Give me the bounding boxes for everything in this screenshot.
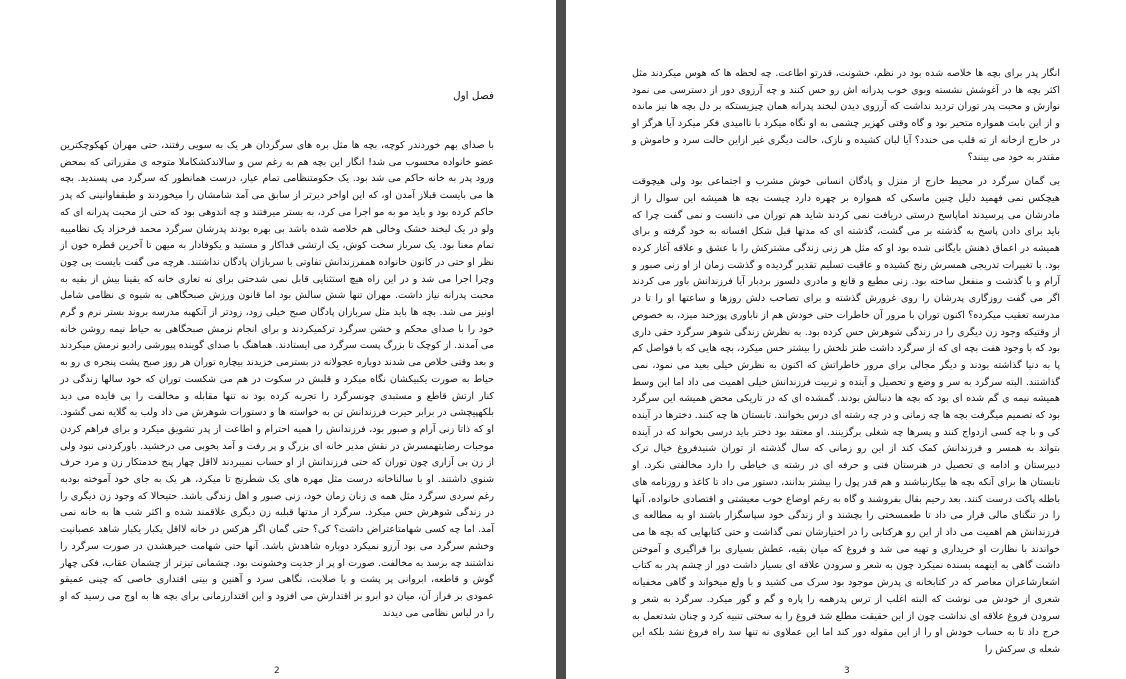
left-page-body	[60, 138, 494, 630]
left-page	[0, 0, 556, 679]
paragraph: انگار پدر برای بچه ها خلاصه شده بود در نظم، خشونت، قدرتو اطاعت. چه لحظه ها که هوس میکردند مثل اکثر بچه ها در آغوشش نشسته وبوی خوب پدرانه اش رو حس کنند و چه آرزوی دور از دسترسی می نمود نوازش و محبت پدر توران تردید نداشت که آرزوی دیدن لبخند پدرانه همان چیزیستکه بر دل بچه ها نیز مانده و از این بابت همواره متحیر بود و گاه وقتی کهزیر چشمی به او نگاه میکرد با ناامیدی فکر میکرد آیا هرگز او در خارج ازخانه از ته قلب می خندد؟ آیا لبان کشیده و نازک، حالت دیگری غیر ازاین حالت سرد و خاموش و مقتدر به خود می بینند؟	[632, 68, 1060, 163]
right-page-body	[632, 66, 1060, 667]
paragraph: با صدای بهم خوردندر کوچه، بچه ها مثل بره های سرگردان هر یک به سویی رفتند، حتی مهران کهکوچکترین عضو خانواده محسوب می شد! انگار این بچه هم به رغم سن و سالاندکشکاملا متوجه ی مقرراتی که بمحض ورود پدر به خانه حاکم می شد بود. یک حکومتنظامی تمام عیار، درست همانطور که سرگرد می پسندید. بچه ها می بایست قبلاز آمدن او، که این اواخر دیرتر از سابق می آمد شامشان را میخوردند و طبقفاوانینی که پدر حاکم کرده بود و باید مو به مو اجرا می کرد، به بستر میرفتند و چه اندوهی بود که حتی از محبت پدرانه ای که ولو در یک لبخند خشک وخالی هم خلاصه شده باشد بی بهره بودند پدرشان سرگرد محمد فرخزاد یک نظامیبه تمام معنا بود. یک سرباز سخت کوش، یک ارتشی فداکار و مستبد و یکوفادار به میهن تا آخرین قطره خون از نظر او حتی در کانون خانواده همفرزندانش تفاوتی با سربازان پادگان نداشتند. هرچه می گفت بایست بی چون وچرا اجرا می شد و در این راه هیچ استثنایی قابل نمی شدحتی برای نه تعاری خانه که یقینا بیش از بقیه به محبت پدرانه نیاز داشت. مهران تنها شش سالش بود اما قانون ورزش صبحگاهی به شیوه ی نظامی شامل اونیز می شد. بچه ها باید مثل سربازان پادگان صبح خیلی زود، زودتر از آنکهبه مدرسه بروند بستر نرم و گرم خود را با صدای محکم و خشن سرگرد ترکمیکردند و برای انجام نرمش صبحگاهی به حیاط نیمه روشن خانه می آمدند. از کوچک تا بزرگ پست سرگرد می ایستادند. هماهنگ با صدای گوینده پیورشی رادیو نرمش میکردند و بعد وقتی خلاص می شدند دوباره عجولانه در بسترمی خزیدند بیچاره توران هر روز صبح پشت پنجره ی رو به حیاط به صورت یکبیکشان نگاه میکرد و قلبش در سکوت در هم می شکست توران که خود سالها زندگی در کنار ارتش قاطع و مستبدی چونسرگرد را تجربه کرده بود نه تنها مقابله و مخالفت را بی فایده می دید بلکهپیچشی در برابر حیرت فرزندانش تن به خواسته ها و دستورات شوهرش می داد ولب به گلایه نمی گشود. او که ذاتا زنی آرام و صبور بود، فرزندانش را همیه احترام و اطاعت از پدر تشویق میکرد و برای فراهم کردن موجبات رضایتهمسرش در نقش مدیر خانه ای بزرگ و پر رفت و آمد بخوبی می درخشید. باورکردنی نبود ولی از زن بی آزاری چون توران که حتی فرزندانش از او حساب نمیبردند لااقل چهار پنج خدمتکار زن و مرد حرف شنوی داشتند. او با سالناخانه درست مثل مهره های یک شطرنج تا میکرد، هر یک به جای خود آموخته بودبه رغم سردی سرگرد مثل همه ی زنان زمان خود، زنی صبور و اهل زندگی باشد. حتیحالا که وجود زن دیگری را در زندگی شوهرش حس میکرد. سرگرد از مدتها قبلبه زن دیگری علاقمند شده و اکثر شب ها به خانه نمی آمد. اما چه کسی شهامتاعتراض داشت؟ کی؟ حتی گمان اگر هرکس در خانه لااقل یکبار یکبار شاهد عصبانیت وخشم سرگرد می بود آرزو نمیکرد دوباره شاهدش باشد. آنها حتی شهامت خیرهشدن در صورت سرگرد را نداشتند چه برسد به مخالفت. صورت او پر از جدیت وخشونت بود. چشمانی تیزتر از چشمان عقاب، فکی چهار گوش و قاطعه، ابروانی پر پشت و با صلابت، نگاهی سرد و آهنین و بینی اقتداری خاصی که چینی عمیقو عمودی بر فراز آن، میان دو ابرو بر اقتدارش می افزود و این اقتدارزمانی برای بچه ها به اوج می رسید که او را در لباس نظامی می دیدند	[60, 140, 494, 619]
page-gutter	[556, 0, 566, 679]
right-page	[566, 0, 1126, 679]
page-number: 2	[274, 666, 280, 676]
paragraph: بی گمان سرگرد در محیط خارج از منزل و پادگان انسانی خوش مشرب و اجتماعی بود ولی هیچوقت هیچکس نمی فهمید دلیل چنین ماسکی که همواره بر چهره دارد چیست بچه ها همیشه این سوال را از مادرشان می پرسیدند اماپاسخ درستی دریافت نمی کردند شاید هم توران می دانست و نمی گفت چرا که باید برای دادن پاسخ به گذشته بر می گشت، گذشته ای که مدتها قبل شکل افسانه به خود گرفته و برای همیشه در اعماق ذهنش بایگانی شده بود او که مثل هر زنی زندگی مشترکش را با عشق و علاقه آغاز کرده بود. با تغییرات تدریجی همسرش رنج کشیده و عاقبت تسلیم تقدیر گردیده و گذشت زمان از او زنی صبور و آرام و با گذشت و منفعل ساخته بود. زنی مطیع و قانع و مادری دلسوز بردبار آیا فرزندانش باور می کردند اگر می گفت روزگاری پدرشان را روی غرورش گذشته و برای تصاحب دلش روزها و ساعتها او را تا در مدرسه تعقیب میکرده؟ اکنون توران با مرور آن خاطرات حتی خودش هم از ناباوری پوزخند میزد، به خصوص از وقتیکه وجود زن دیگری را در زندگی شوهرش حس کرده بود. به نظرش زندگی شوهر سرگرد حقی داری بود که با وجود هفت بچه ای که از سرگرد داشت طنز تلخش را بیشتر حس میکرد، بچه هایی که با فواصل کم پا به دنیا گذاشته بودند و دیگر مجالی برای مرور خاطراتش که اکنون به نظرش خیلی بعید می نمود، نمی گذاشتند. البته سرگرد به سر و وضع و تحصیل و آینده و تربیت فرزندانش خیلی اهمیت می داد اما این وسط همیشه نیمه ی گم شده ای بود که بچه ها دنبالش بودند. گمشده ای که در تاریکی محض همیشه این سرگرد بود که تصمیم میگرفت بچه ها چه زمانی و در چه رشته ای درس بخوانند. تابستان ها چه کنند. دخترها در آینده کی و با چه کسی ازدواج کنند و پسرها چه شغلی برگزینند. او معتقد بود دختر باید درسی بخواند که در آینده بتواند به همسر و فرزندانش کمک کند از این رو زمانی که سال گذشته از توران شنیدفروغ خیال ترک دبیرستان و ادامه ی تحصیل در هنرستان فنی و حرفه ای در رشته ی خیاطی را دارد مخالفتی نکرد. او تابستان ها برای آنکه بچه ها بیکارنباشند و هم قدر پول را بیشتر بدانند، دستور می داد تا کاغذ و روزنامه های باطله پاکت درست کنند. بعد رحیم بقال بفروشند و گاه به رغم اوضاع خوب معیشتی و اقتصادی خانواده، آنها را در تنگنای مالی قرار می داد تا طعمسختی را بچشند و از زندگی خود سپاسگزار باشند او به مطالعه ی فرزندانش هم اهمیت می داد از این رو هرکتابی را در اختیارشان نمی گذاشت و حتی کتابهایی که بچه ها می خواندند با نظارت او خریداری و تهیه می شد و فروغ که میان بقیه، عطش بسیاری برا فراگیری و آموختن داشت گاهی به اینهمه بسنده نمیکرد چون به شعر و سرودن علاقه ای بسیار داشت دور از چشم پدر به کتاب اشعارشاعران معاصر که در کتابخانه ی پدرش موجود بود سرک می کشید و با ولع میخواند و گاهی مخفیانه شعری از خودش می نوشت که البته اغلب از ترس پدرهمه را پاره و گم و گور میکرد. سرگرد به شعر و سرودن فروغ علاقه ای نداشت چون از این حقیقت مطلع شد فروغ را به سختی تنبیه کرد و چنان شدتعمل به خرج داد تا به حساب خودش او را از این مقوله دور کند اما این عملاوی نه تنها سد راه فروغ نشد بلکه این شعله ی سرکش را	[632, 176, 1060, 655]
chapter-title: فصل اول	[452, 90, 494, 102]
page-number: 3	[844, 666, 850, 676]
